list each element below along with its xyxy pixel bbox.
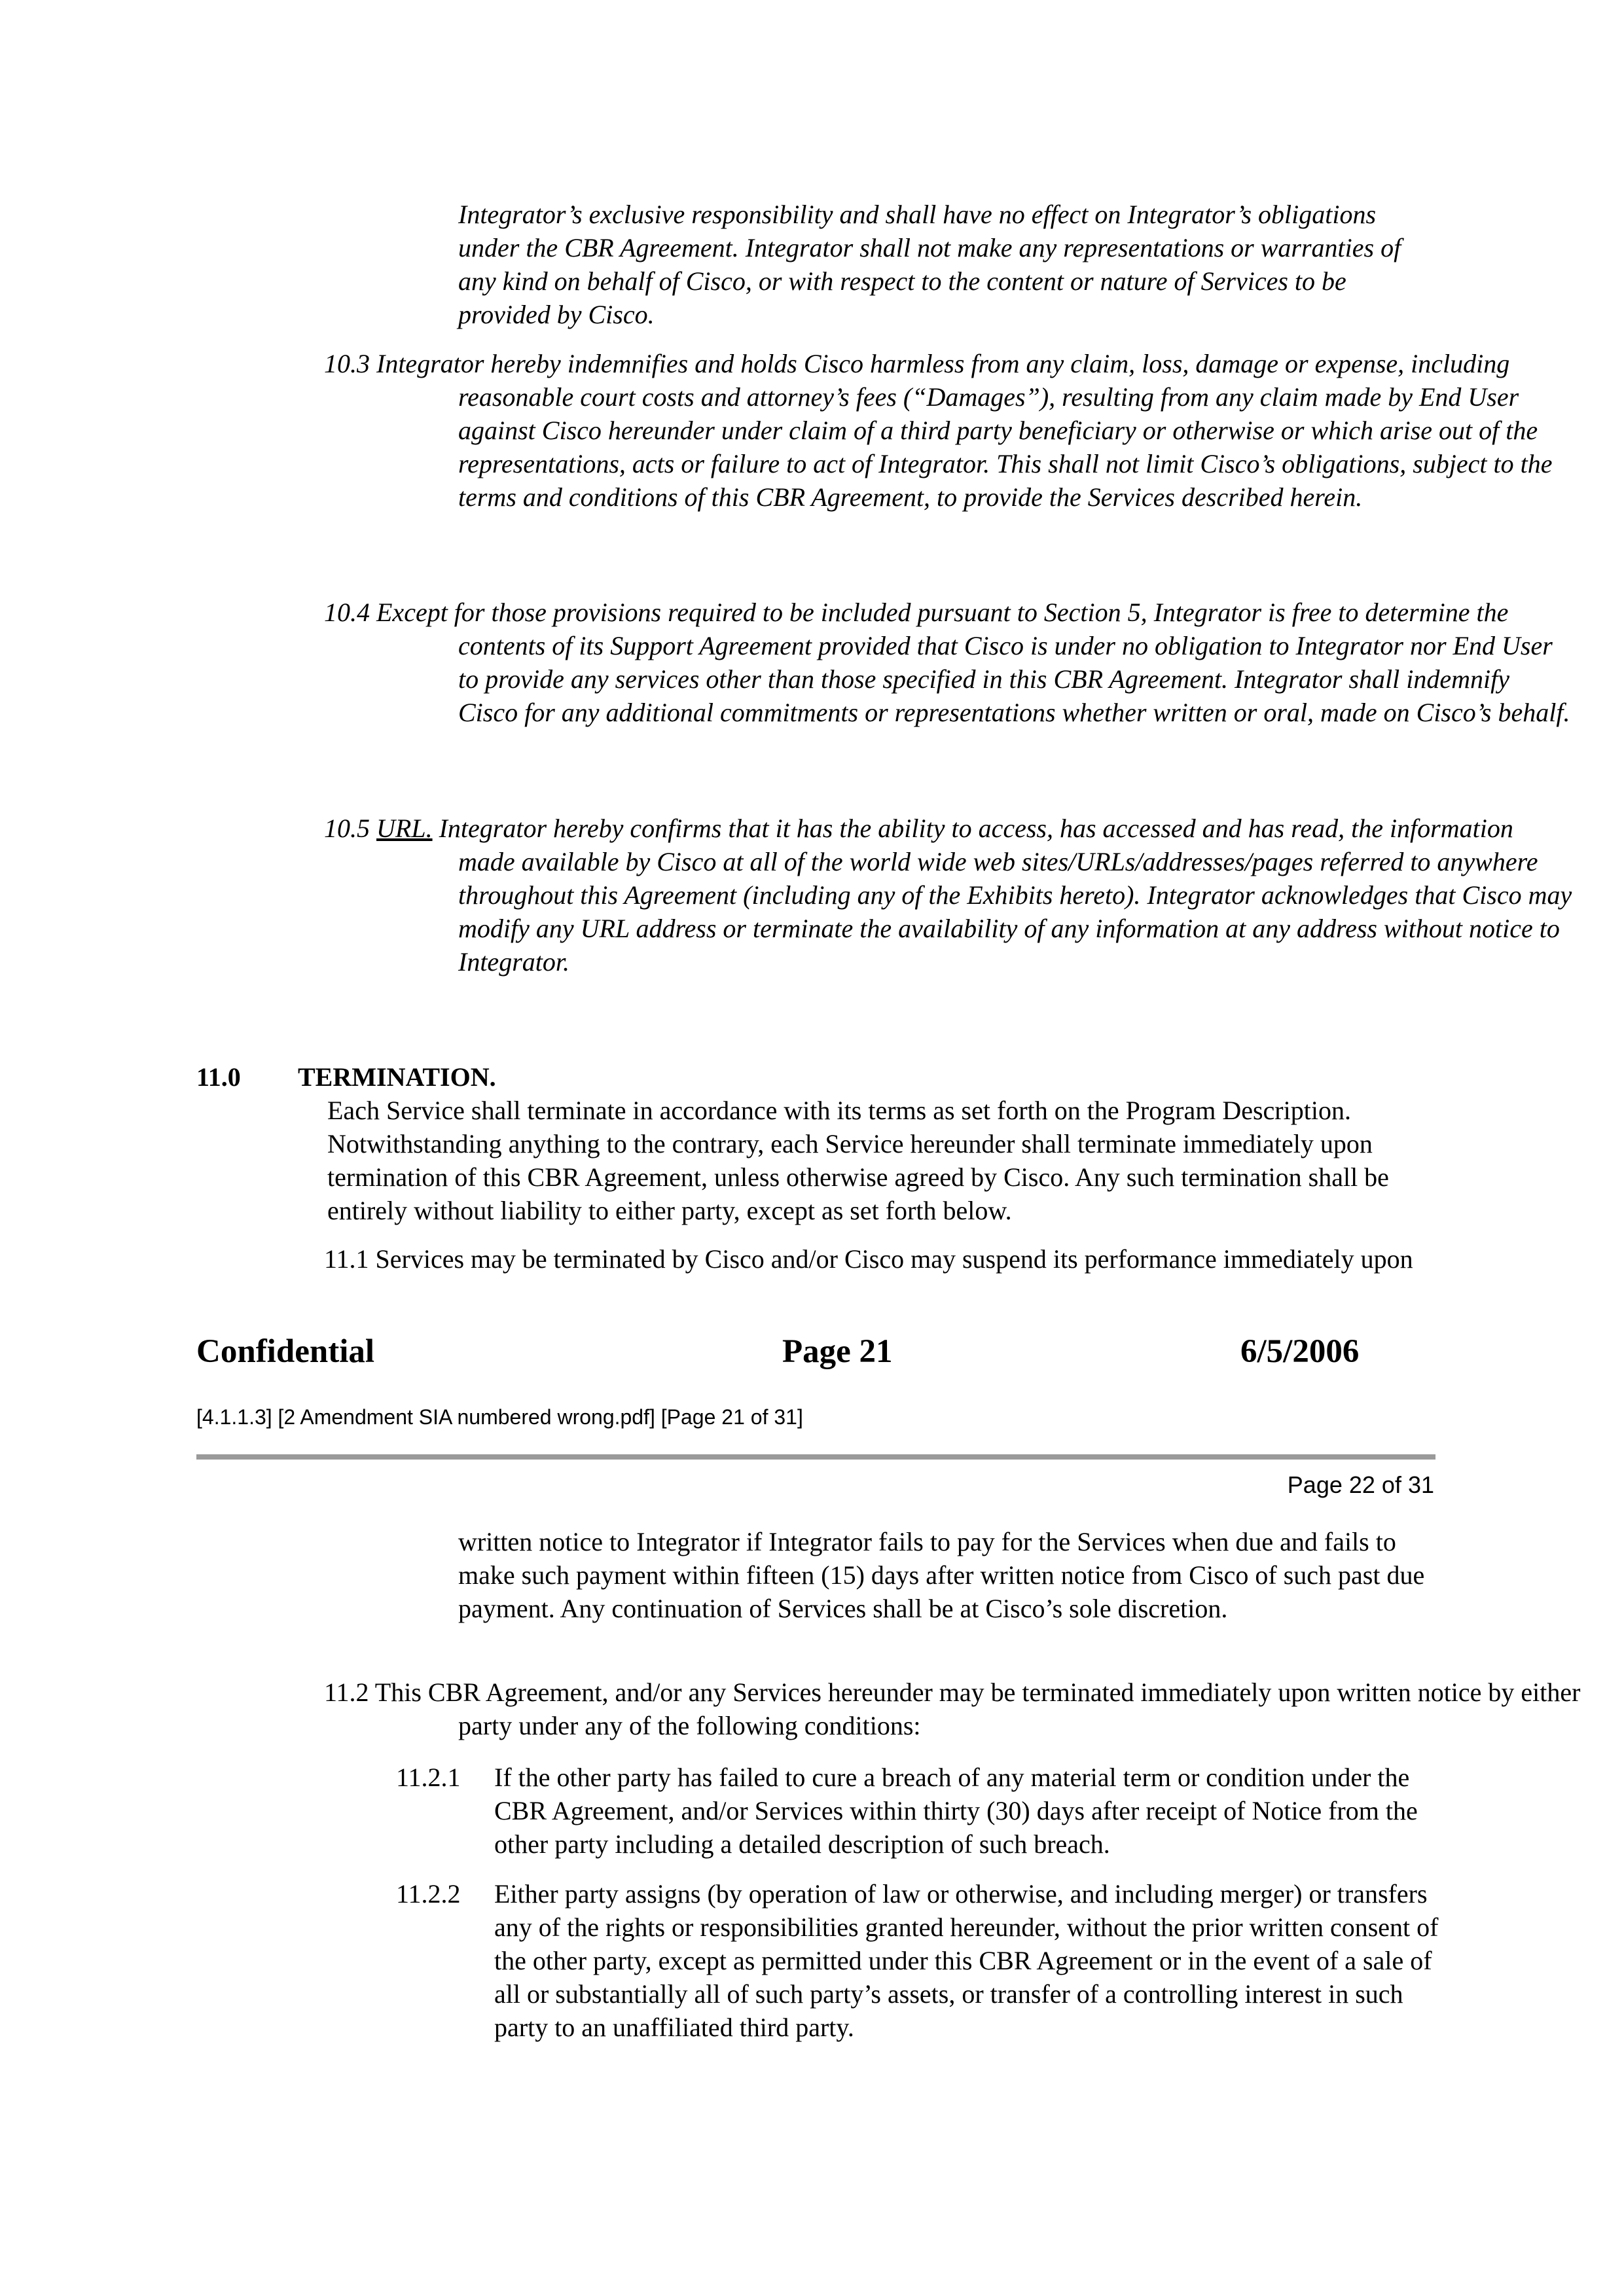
clause-10-2-continuation: Integrator’s exclusive responsibility and shall have no effect on Integrator’s obligations under the CBR Agreement. Integrator shall not make any representations or warranties of any kind on behalf of Cisco, or with respect to the content or nature of Services to be provided by Cisco. [458, 200, 1401, 329]
clause-11-1 [324, 1242, 1574, 1276]
clause-text: Except for those provisions required to be included pursuant to Section 5, Integrator is free to determine the contents of its Support Agreement provided that Cisco is under no obligation to Integrator nor End User to provide any services other than those specified in this CBR Agreement. Integrator shall indemnify Cisco for any additional commitments or representations whether written or oral, made on Cisco’s behalf. [376, 598, 1570, 727]
clause-10-5 [324, 812, 1574, 978]
clause-number: 10.4 [324, 598, 370, 627]
clause-number: 11.2 [324, 1677, 369, 1707]
clause-11-2-1 [396, 1761, 1443, 1861]
footer-date: 6/5/2006 [1240, 1333, 1360, 1370]
section-11-heading [196, 1060, 1440, 1094]
footer-confidential: Confidential [196, 1333, 375, 1370]
clause-number: 11.2.1 [396, 1763, 461, 1792]
clause-number: 10.3 [324, 349, 370, 378]
clause-text: If the other party has failed to cure a breach of any material term or condition under the CBR Agreement, and/or Services within thirty (30) days after receipt of Notice from the other party including a detailed description of such breach. [494, 1763, 1418, 1859]
section-title: TERMINATION. [298, 1062, 496, 1092]
clause-text: Integrator hereby indemnifies and holds Cisco harmless from any claim, loss, damage or expense, including reasonable court costs and attorney’s fees (“Damages”), resulting from any claim made by End User against Cisco hereunder under claim of a third party beneficiary or otherwise or which arise out of the representations, acts or failure to act of Integrator. This shall not limit Cisco’s obligations, subject to the terms and conditions of this CBR Agreement, to provide the Services described herein. [376, 349, 1553, 512]
clause-11-1-continuation: written notice to Integrator if Integrator fails to pay for the Services when due and fails to make such payment within fifteen (15) days after written notice from Cisco of such past due payment. Any continuation of Services shall be at Cisco’s sole discretion. [458, 1527, 1425, 1623]
clause-title-url: URL. [376, 814, 433, 843]
clause-10-3 [324, 347, 1574, 514]
clause-text: Integrator hereby confirms that it has the ability to access, has accessed and has read, the information made available by Cisco at all of the world wide web sites/URLs/addresses/pages referred to anywhere throughout this Agreement (including any of the Exhibits hereto). Integrator acknowledges that Cisco may modify any URL address or terminate the availability of any information at any address without notice to Integrator. [439, 814, 1572, 977]
clause-text: Services may be terminated by Cisco and/or Cisco may suspend its performance immediately upon [375, 1244, 1413, 1274]
clause-number: 11.1 [324, 1244, 369, 1274]
clause-number: 11.2.2 [396, 1879, 461, 1909]
footer-page-number: Page 21 [782, 1333, 893, 1370]
clause-11-2 [324, 1676, 1584, 1742]
file-marker: [4.1.1.3] [2 Amendment SIA numbered wrong.pdf] [Page 21 of 31] [196, 1405, 803, 1429]
section-number: 11.0 [196, 1062, 241, 1092]
clause-11-2-2 [396, 1877, 1443, 2044]
section-11-intro: Each Service shall terminate in accordance with its terms as set forth on the Program Description. Notwithstanding anything to the contrary, each Service hereunder shall terminate immediately upon termination of this CBR Agreement, unless otherwise agreed by Cisco. Any such termination shall be entirely without liability to either party, except as set forth below. [327, 1096, 1389, 1225]
next-page-label: Page 22 of 31 [1287, 1471, 1434, 1498]
clause-number: 10.5 [324, 814, 370, 843]
clause-text: This CBR Agreement, and/or any Services hereunder may be terminated immediately upon written notice by either party under any of the following conditions: [374, 1677, 1581, 1740]
clause-text: Either party assigns (by operation of law or otherwise, and including merger) or transfers any of the rights or responsibilities granted hereunder, without the prior written consent of the other party, except as permitted under this CBR Agreement or in the event of a sale of all or substantially all of such party’s assets, or transfer of a controlling interest in such party to an unaffiliated third party. [494, 1879, 1439, 2042]
page-divider [196, 1454, 1435, 1460]
clause-10-4 [324, 596, 1574, 729]
